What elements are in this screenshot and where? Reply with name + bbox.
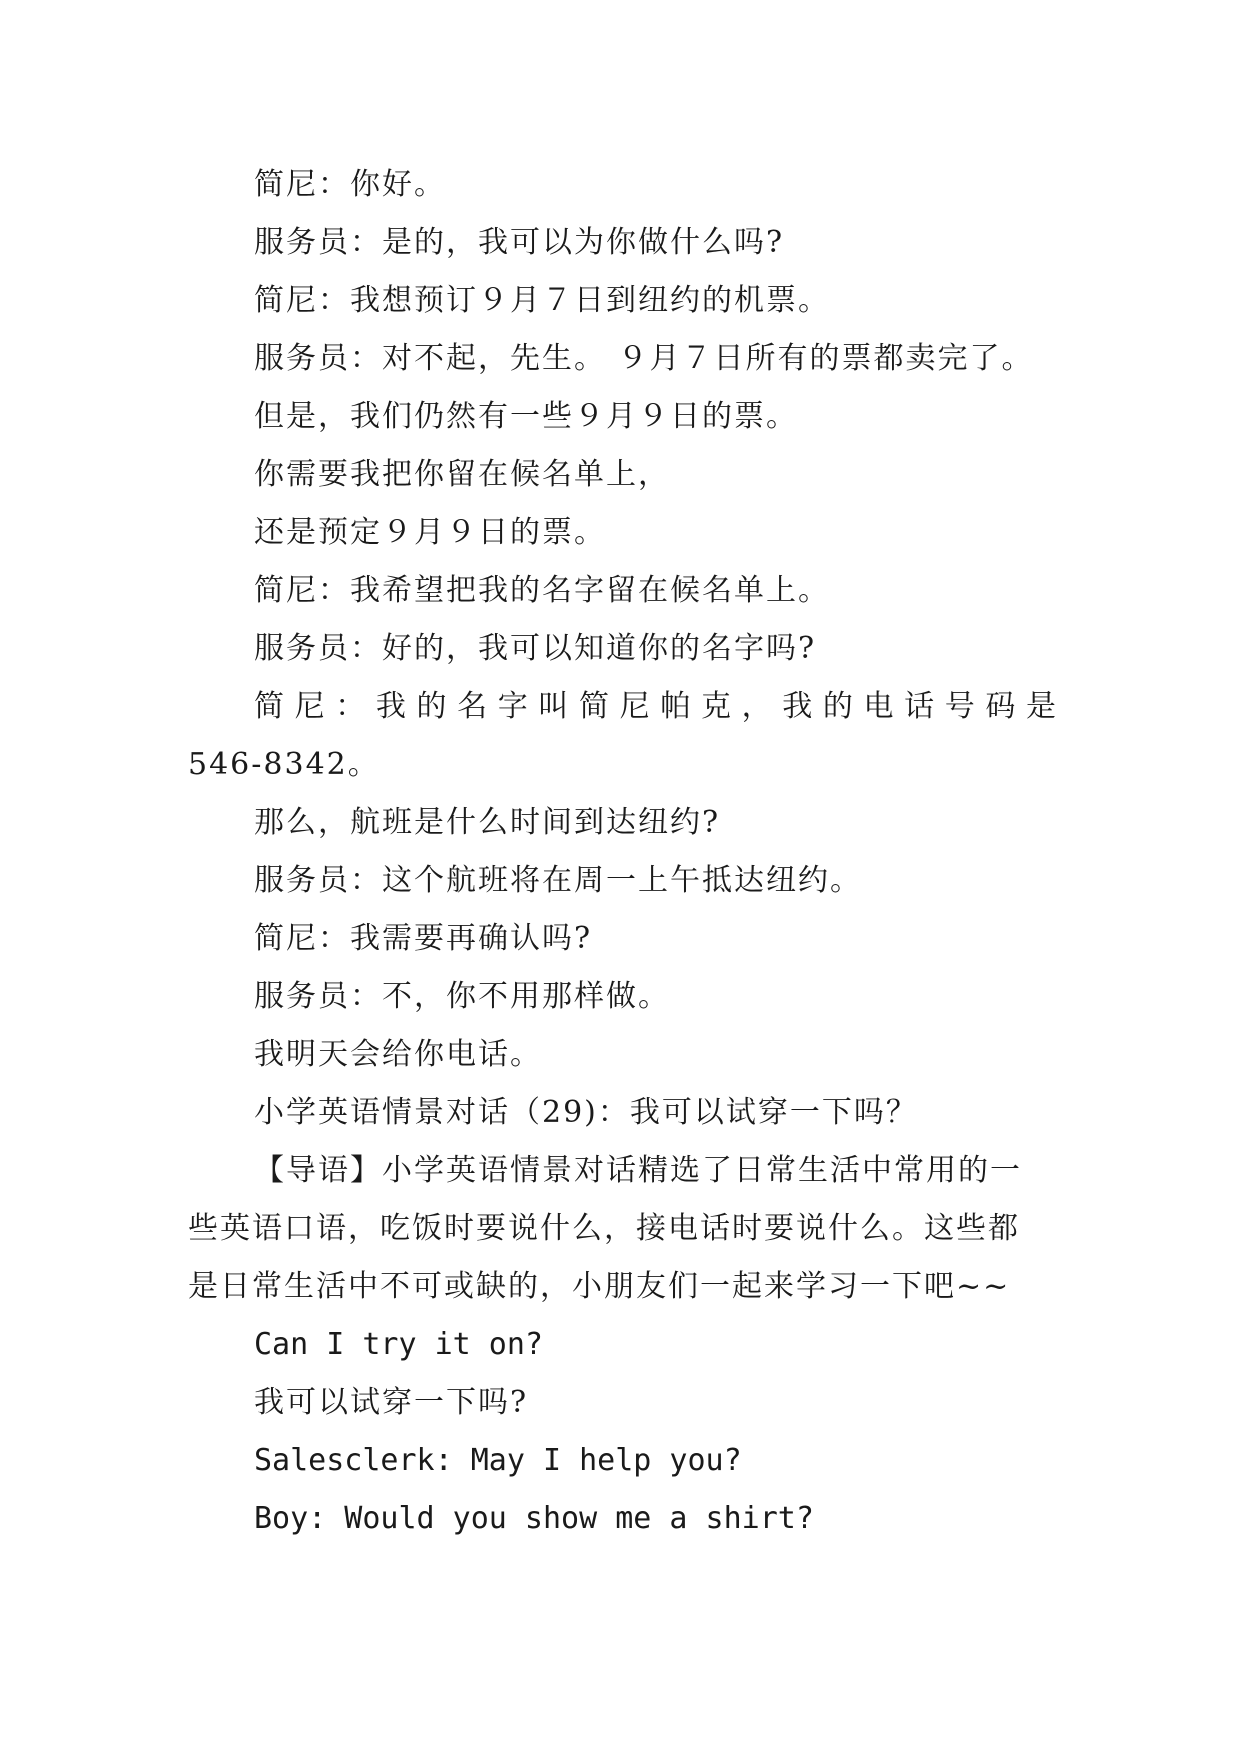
document-body — [188, 156, 1058, 1548]
intro-paragraph-line: 是日常生活中不可或缺的，小朋友们一起来学习一下吧~~ — [188, 1269, 1011, 1304]
dialogue-line-continuation: 546-8342。 — [188, 747, 380, 782]
dialogue-line: 你需要我把你留在候名单上， — [254, 457, 670, 492]
section-heading: 小学英语情景对话（29)：我可以试穿一下吗？ — [254, 1095, 918, 1130]
intro-paragraph-line: 些英语口语，吃饭时要说什么，接电话时要说什么。这些都 — [188, 1211, 1020, 1246]
intro-paragraph-line: 【导语】小学英语情景对话精选了日常生活中常用的一 — [254, 1153, 1022, 1188]
english-phrase: Can I try it on? — [254, 1327, 543, 1362]
chinese-translation: 我可以试穿一下吗? — [254, 1385, 529, 1420]
dialogue-line: 简尼：你好。 — [254, 167, 446, 202]
dialogue-line: 简尼：我的名字叫简尼帕克，我的电话号码是 — [254, 689, 1058, 724]
dialogue-line: 我明天会给你电话。 — [254, 1037, 542, 1072]
dialogue-line: 服务员：是的，我可以为你做什么吗? — [254, 225, 785, 260]
dialogue-line: 服务员：不，你不用那样做。 — [254, 979, 670, 1014]
dialogue-line: 服务员：这个航班将在周一上午抵达纽约。 — [254, 863, 862, 898]
dialogue-line: 服务员：对不起，先生。 ９月７日所有的票都卖完了。 — [254, 341, 1034, 376]
dialogue-line: 服务员：好的，我可以知道你的名字吗? — [254, 631, 817, 666]
dialogue-line: 简尼：我想预订９月７日到纽约的机票。 — [254, 283, 830, 318]
dialogue-line: 简尼：我希望把我的名字留在候名单上。 — [254, 573, 830, 608]
dialogue-line: 简尼：我需要再确认吗? — [254, 921, 593, 956]
dialogue-line: 但是，我们仍然有一些９月９日的票。 — [254, 399, 798, 434]
english-dialogue-line: Salesclerk: May I help you? — [254, 1443, 742, 1478]
english-dialogue-line: Boy: Would you show me a shirt? — [254, 1501, 814, 1536]
dialogue-line: 还是预定９月９日的票。 — [254, 515, 606, 550]
dialogue-line: 那么，航班是什么时间到达纽约? — [254, 805, 721, 840]
